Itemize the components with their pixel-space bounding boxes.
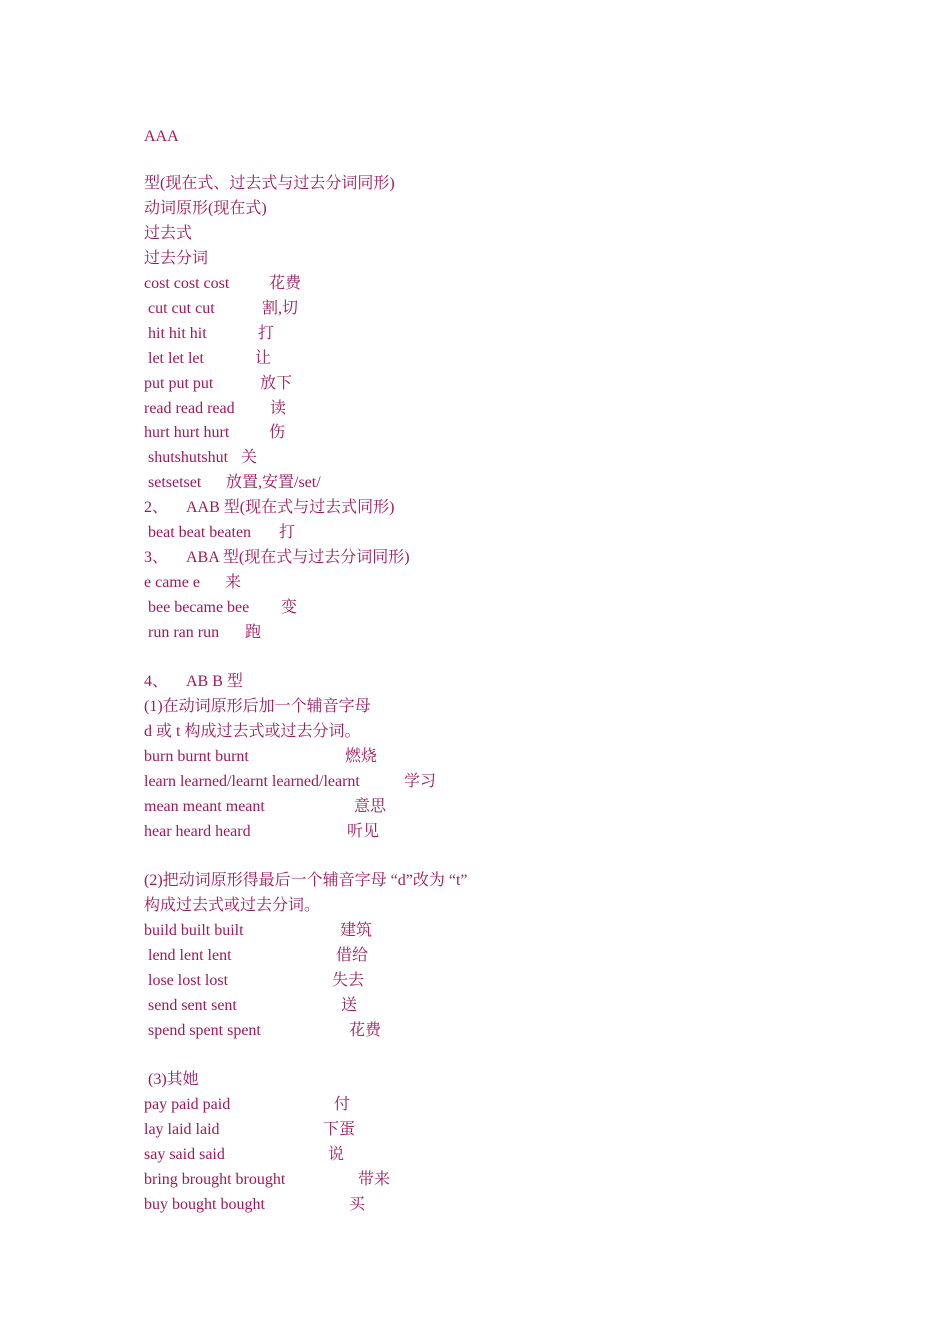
- translation: 下蛋: [323, 1121, 356, 1138]
- translation: 花费: [269, 275, 302, 292]
- verb-forms: shutshutshut: [148, 449, 229, 466]
- translation: 带来: [358, 1171, 391, 1188]
- verb-forms: cut cut cut: [148, 300, 215, 317]
- translation: 花费: [349, 1022, 382, 1039]
- translation: 买: [349, 1196, 366, 1213]
- verb-forms: spend spent spent: [148, 1022, 261, 1039]
- verb-forms: buy bought bought: [144, 1196, 265, 1213]
- text-line: 构成过去式或过去分词。: [144, 897, 321, 914]
- text-line: 过去式: [144, 225, 193, 242]
- translation: 失去: [332, 972, 365, 989]
- verb-forms: lose lost lost: [148, 972, 229, 989]
- verb-forms: e came e: [144, 574, 200, 591]
- translation: 放下: [260, 375, 293, 392]
- text-line: AAA: [144, 128, 179, 145]
- verb-forms: burn burnt burnt: [144, 748, 249, 765]
- translation: 送: [341, 997, 358, 1014]
- translation: 放置,安置/set/: [226, 474, 321, 491]
- verb-forms: lay laid laid: [144, 1121, 220, 1138]
- translation: 割,切: [262, 300, 299, 317]
- verb-forms: hear heard heard: [144, 823, 251, 840]
- translation: 建筑: [340, 922, 373, 939]
- translation: 学习: [404, 773, 437, 790]
- text-line: (3)其她: [148, 1071, 199, 1088]
- section-number: 3、: [144, 549, 169, 566]
- text-line: d 或 t 构成过去式或过去分词。: [144, 723, 361, 740]
- verb-forms: learn learned/learnt learned/learnt: [144, 773, 360, 790]
- section-heading: AAB 型(现在式与过去式同形): [186, 499, 395, 516]
- verb-forms: let let let: [148, 350, 204, 367]
- section-heading: AB B 型: [186, 673, 243, 690]
- translation: 听见: [347, 823, 380, 840]
- verb-forms: cost cost cost: [144, 275, 230, 292]
- translation: 付: [334, 1096, 351, 1113]
- text-line: 过去分词: [144, 250, 209, 267]
- translation: 说: [328, 1146, 345, 1163]
- verb-forms: hurt hurt hurt: [144, 424, 230, 441]
- verb-forms: send sent sent: [148, 997, 237, 1014]
- verb-forms: hit hit hit: [148, 325, 207, 342]
- verb-forms: put put put: [144, 375, 214, 392]
- translation: 让: [255, 350, 272, 367]
- verb-forms: bee became bee: [148, 599, 250, 616]
- translation: 打: [258, 325, 275, 342]
- verb-forms: say said said: [144, 1146, 225, 1163]
- verb-forms: mean meant meant: [144, 798, 265, 815]
- verb-forms: bring brought brought: [144, 1171, 286, 1188]
- text-line: (1)在动词原形后加一个辅音字母: [144, 698, 371, 715]
- verb-forms: lend lent lent: [148, 947, 232, 964]
- verb-forms: read read read: [144, 400, 235, 417]
- translation: 关: [241, 449, 258, 466]
- translation: 伤: [269, 424, 286, 441]
- translation: 打: [279, 524, 296, 541]
- translation: 变: [281, 599, 298, 616]
- verb-forms: setsetset: [148, 474, 202, 491]
- verb-forms: build built built: [144, 922, 244, 939]
- section-number: 4、: [144, 673, 169, 690]
- translation: 来: [225, 574, 242, 591]
- translation: 跑: [245, 624, 262, 641]
- section-heading: ABA 型(现在式与过去分词同形): [186, 549, 410, 566]
- section-number: 2、: [144, 499, 169, 516]
- translation: 读: [270, 400, 287, 417]
- verb-forms: beat beat beaten: [148, 524, 252, 541]
- translation: 燃烧: [345, 748, 378, 765]
- text-line: (2)把动词原形得最后一个辅音字母 “d”改为 “t”: [144, 872, 468, 889]
- text-line: 型(现在式、过去式与过去分词同形): [144, 175, 395, 192]
- verb-forms: run ran run: [148, 624, 220, 641]
- translation: 意思: [354, 798, 387, 815]
- translation: 借给: [336, 947, 369, 964]
- text-line: 动词原形(现在式): [144, 200, 267, 217]
- verb-forms: pay paid paid: [144, 1096, 231, 1113]
